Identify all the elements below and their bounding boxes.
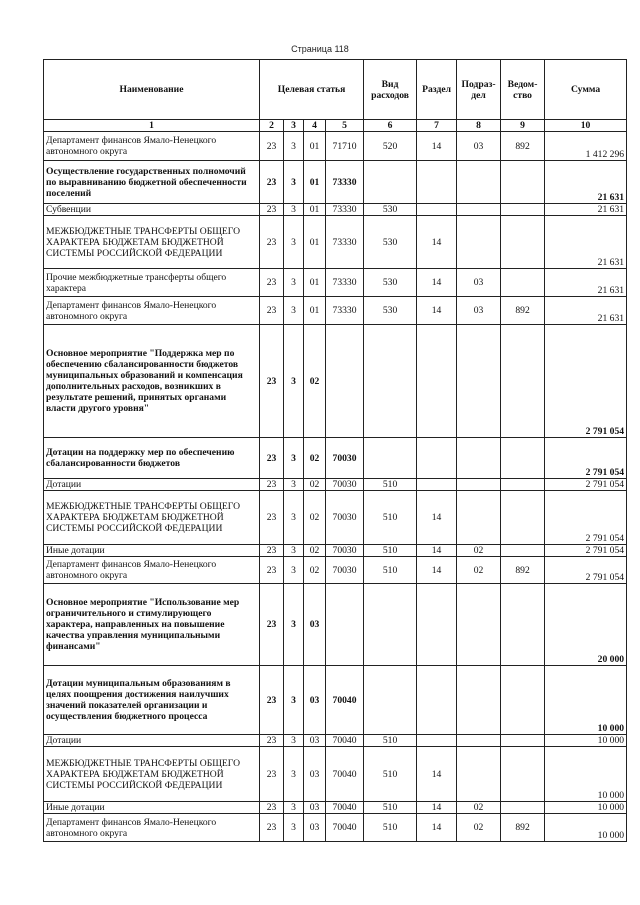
row-razdel: 14 bbox=[417, 545, 457, 557]
table-row bbox=[44, 735, 627, 747]
row-name: Субвенции bbox=[44, 204, 260, 216]
row-target-5: 70040 bbox=[326, 735, 364, 747]
row-name: Осуществление государственных полномочий по выравниванию бюджетной обеспеченности поселений bbox=[44, 161, 260, 204]
table-row bbox=[44, 297, 627, 325]
row-target-3: 3 bbox=[284, 491, 304, 545]
header-row bbox=[44, 60, 627, 120]
row-name: Департамент финансов Ямало-Ненецкого автономного округа bbox=[44, 557, 260, 584]
row-vid: 530 bbox=[364, 297, 417, 325]
row-target-3: 3 bbox=[284, 479, 304, 491]
column-number: 3 bbox=[284, 120, 304, 132]
row-vedomstvo bbox=[501, 216, 545, 269]
row-vid: 530 bbox=[364, 216, 417, 269]
row-podrazdel bbox=[457, 666, 501, 735]
row-sum: 10 000 bbox=[545, 735, 627, 747]
row-target-2: 23 bbox=[260, 802, 284, 814]
row-vedomstvo: 892 bbox=[501, 814, 545, 842]
row-target-5 bbox=[326, 584, 364, 666]
row-target-4: 03 bbox=[304, 747, 326, 802]
row-podrazdel: 03 bbox=[457, 132, 501, 161]
budget-table bbox=[43, 59, 627, 842]
row-target-5: 70040 bbox=[326, 802, 364, 814]
row-target-3: 3 bbox=[284, 297, 304, 325]
row-name: Дотации bbox=[44, 735, 260, 747]
header-vid: Вид расходов bbox=[364, 60, 417, 120]
row-podrazdel bbox=[457, 491, 501, 545]
row-target-4: 01 bbox=[304, 297, 326, 325]
row-sum: 21 631 bbox=[545, 297, 627, 325]
row-razdel bbox=[417, 325, 457, 438]
row-podrazdel bbox=[457, 161, 501, 204]
row-target-2: 23 bbox=[260, 666, 284, 735]
row-target-4: 02 bbox=[304, 557, 326, 584]
row-vid: 510 bbox=[364, 735, 417, 747]
row-target-5: 70040 bbox=[326, 814, 364, 842]
row-sum: 10 000 bbox=[545, 802, 627, 814]
row-target-2: 23 bbox=[260, 735, 284, 747]
table-row bbox=[44, 814, 627, 842]
table-row bbox=[44, 545, 627, 557]
row-vedomstvo bbox=[501, 735, 545, 747]
row-name: Иные дотации bbox=[44, 802, 260, 814]
row-target-3: 3 bbox=[284, 438, 304, 479]
row-target-5: 73330 bbox=[326, 204, 364, 216]
table-row bbox=[44, 557, 627, 584]
row-vedomstvo: 892 bbox=[501, 557, 545, 584]
row-vedomstvo bbox=[501, 491, 545, 545]
row-vid: 510 bbox=[364, 802, 417, 814]
row-sum: 20 000 bbox=[545, 584, 627, 666]
row-vedomstvo bbox=[501, 204, 545, 216]
row-vedomstvo bbox=[501, 584, 545, 666]
row-razdel bbox=[417, 735, 457, 747]
row-vedomstvo bbox=[501, 747, 545, 802]
row-name: Прочие межбюджетные трансферты общего характера bbox=[44, 269, 260, 297]
row-razdel: 14 bbox=[417, 747, 457, 802]
row-vedomstvo: 892 bbox=[501, 132, 545, 161]
table-row bbox=[44, 132, 627, 161]
row-target-4: 01 bbox=[304, 269, 326, 297]
table-row bbox=[44, 802, 627, 814]
row-target-2: 23 bbox=[260, 297, 284, 325]
row-vedomstvo bbox=[501, 479, 545, 491]
row-vedomstvo: 892 bbox=[501, 297, 545, 325]
row-name: Основное мероприятие "Использование мер ограничительного и стимулирующего характера, направленных на повышение качества управления муниципальными финансами" bbox=[44, 584, 260, 666]
row-vid bbox=[364, 438, 417, 479]
row-target-5: 73330 bbox=[326, 216, 364, 269]
row-target-3: 3 bbox=[284, 747, 304, 802]
row-target-5: 70040 bbox=[326, 666, 364, 735]
table-row bbox=[44, 269, 627, 297]
header-target: Целевая статья bbox=[260, 60, 364, 120]
row-razdel: 14 bbox=[417, 491, 457, 545]
header-podrazdel: Подраз-дел bbox=[457, 60, 501, 120]
row-sum: 2 791 054 bbox=[545, 557, 627, 584]
row-podrazdel bbox=[457, 479, 501, 491]
row-target-5: 70030 bbox=[326, 491, 364, 545]
row-podrazdel: 02 bbox=[457, 545, 501, 557]
row-target-4: 03 bbox=[304, 802, 326, 814]
row-name: Иные дотации bbox=[44, 545, 260, 557]
row-target-5: 73330 bbox=[326, 161, 364, 204]
row-target-4: 01 bbox=[304, 132, 326, 161]
row-podrazdel: 03 bbox=[457, 269, 501, 297]
row-podrazdel bbox=[457, 204, 501, 216]
row-vid bbox=[364, 584, 417, 666]
row-name: Департамент финансов Ямало-Ненецкого автономного округа bbox=[44, 297, 260, 325]
row-podrazdel bbox=[457, 747, 501, 802]
header-summa: Сумма bbox=[545, 60, 627, 120]
row-target-4: 03 bbox=[304, 666, 326, 735]
table-row bbox=[44, 216, 627, 269]
row-target-4: 01 bbox=[304, 216, 326, 269]
row-vid bbox=[364, 325, 417, 438]
row-vedomstvo bbox=[501, 325, 545, 438]
header-razdel: Раздел bbox=[417, 60, 457, 120]
table-body bbox=[44, 132, 627, 842]
row-podrazdel: 03 bbox=[457, 297, 501, 325]
row-target-4: 01 bbox=[304, 204, 326, 216]
row-target-5: 73330 bbox=[326, 269, 364, 297]
row-vedomstvo bbox=[501, 802, 545, 814]
row-podrazdel: 02 bbox=[457, 802, 501, 814]
row-target-2: 23 bbox=[260, 479, 284, 491]
row-podrazdel bbox=[457, 438, 501, 479]
row-razdel: 14 bbox=[417, 297, 457, 325]
row-target-2: 23 bbox=[260, 204, 284, 216]
row-target-4: 02 bbox=[304, 325, 326, 438]
table-row bbox=[44, 491, 627, 545]
row-podrazdel bbox=[457, 584, 501, 666]
row-target-4: 03 bbox=[304, 735, 326, 747]
row-target-3: 3 bbox=[284, 132, 304, 161]
row-sum: 10 000 bbox=[545, 666, 627, 735]
row-target-2: 23 bbox=[260, 491, 284, 545]
row-target-2: 23 bbox=[260, 132, 284, 161]
row-target-2: 23 bbox=[260, 557, 284, 584]
row-target-4: 02 bbox=[304, 438, 326, 479]
row-target-3: 3 bbox=[284, 204, 304, 216]
row-name: Дотации bbox=[44, 479, 260, 491]
row-name: Дотации муниципальным образованиям в целях поощрения достижения наилучших значений показателей организации и осуществления бюджетного процесса bbox=[44, 666, 260, 735]
table-row bbox=[44, 584, 627, 666]
row-podrazdel bbox=[457, 325, 501, 438]
column-number: 7 bbox=[417, 120, 457, 132]
row-target-4: 02 bbox=[304, 491, 326, 545]
row-target-2: 23 bbox=[260, 216, 284, 269]
row-name: Департамент финансов Ямало-Ненецкого автономного округа bbox=[44, 132, 260, 161]
column-number: 9 bbox=[501, 120, 545, 132]
row-target-5: 70030 bbox=[326, 438, 364, 479]
row-sum: 2 791 054 bbox=[545, 491, 627, 545]
row-name: Департамент финансов Ямало-Ненецкого автономного округа bbox=[44, 814, 260, 842]
row-target-2: 23 bbox=[260, 161, 284, 204]
column-number: 1 bbox=[44, 120, 260, 132]
row-target-5: 70040 bbox=[326, 747, 364, 802]
row-podrazdel bbox=[457, 216, 501, 269]
row-vid: 510 bbox=[364, 814, 417, 842]
row-razdel: 14 bbox=[417, 216, 457, 269]
row-name: МЕЖБЮДЖЕТНЫЕ ТРАНСФЕРТЫ ОБЩЕГО ХАРАКТЕРА БЮДЖЕТАМ БЮДЖЕТНОЙ СИСТЕМЫ РОССИЙСКОЙ ФЕДЕРАЦИИ bbox=[44, 747, 260, 802]
row-sum: 21 631 bbox=[545, 216, 627, 269]
row-target-2: 23 bbox=[260, 269, 284, 297]
row-target-3: 3 bbox=[284, 545, 304, 557]
row-target-3: 3 bbox=[284, 735, 304, 747]
row-vid: 510 bbox=[364, 557, 417, 584]
row-razdel bbox=[417, 584, 457, 666]
row-vedomstvo bbox=[501, 438, 545, 479]
row-target-3: 3 bbox=[284, 802, 304, 814]
row-razdel: 14 bbox=[417, 269, 457, 297]
row-target-5: 71710 bbox=[326, 132, 364, 161]
column-number: 5 bbox=[326, 120, 364, 132]
row-vid: 510 bbox=[364, 545, 417, 557]
row-target-3: 3 bbox=[284, 666, 304, 735]
row-vedomstvo bbox=[501, 666, 545, 735]
row-vid bbox=[364, 161, 417, 204]
row-target-5 bbox=[326, 325, 364, 438]
column-number: 6 bbox=[364, 120, 417, 132]
row-vid: 530 bbox=[364, 204, 417, 216]
row-target-5: 70030 bbox=[326, 545, 364, 557]
row-target-4: 03 bbox=[304, 584, 326, 666]
row-target-3: 3 bbox=[284, 557, 304, 584]
row-target-3: 3 bbox=[284, 325, 304, 438]
row-target-5: 70030 bbox=[326, 557, 364, 584]
row-target-5: 73330 bbox=[326, 297, 364, 325]
row-name: МЕЖБЮДЖЕТНЫЕ ТРАНСФЕРТЫ ОБЩЕГО ХАРАКТЕРА БЮДЖЕТАМ БЮДЖЕТНОЙ СИСТЕМЫ РОССИЙСКОЙ ФЕДЕРАЦИИ bbox=[44, 491, 260, 545]
row-target-4: 03 bbox=[304, 814, 326, 842]
row-target-2: 23 bbox=[260, 325, 284, 438]
row-vid: 530 bbox=[364, 269, 417, 297]
row-target-3: 3 bbox=[284, 216, 304, 269]
table-row bbox=[44, 479, 627, 491]
row-target-4: 02 bbox=[304, 545, 326, 557]
row-razdel bbox=[417, 204, 457, 216]
row-podrazdel bbox=[457, 735, 501, 747]
row-podrazdel: 02 bbox=[457, 557, 501, 584]
column-number-row bbox=[44, 120, 627, 132]
table-row bbox=[44, 666, 627, 735]
row-podrazdel: 02 bbox=[457, 814, 501, 842]
row-target-3: 3 bbox=[284, 584, 304, 666]
table-row bbox=[44, 325, 627, 438]
table-row bbox=[44, 204, 627, 216]
row-target-2: 23 bbox=[260, 438, 284, 479]
row-vid: 520 bbox=[364, 132, 417, 161]
row-sum: 2 791 054 bbox=[545, 438, 627, 479]
row-target-3: 3 bbox=[284, 269, 304, 297]
row-target-2: 23 bbox=[260, 747, 284, 802]
row-razdel: 14 bbox=[417, 557, 457, 584]
row-target-2: 23 bbox=[260, 814, 284, 842]
header-vedomstvo: Ведом-ство bbox=[501, 60, 545, 120]
row-vid: 510 bbox=[364, 747, 417, 802]
table-row bbox=[44, 747, 627, 802]
row-razdel: 14 bbox=[417, 814, 457, 842]
row-target-3: 3 bbox=[284, 161, 304, 204]
row-target-4: 01 bbox=[304, 161, 326, 204]
row-vid: 510 bbox=[364, 479, 417, 491]
row-name: Дотации на поддержку мер по обеспечению сбалансированности бюджетов bbox=[44, 438, 260, 479]
row-vid bbox=[364, 666, 417, 735]
row-sum: 2 791 054 bbox=[545, 545, 627, 557]
row-vedomstvo bbox=[501, 269, 545, 297]
column-number: 10 bbox=[545, 120, 627, 132]
row-sum: 2 791 054 bbox=[545, 479, 627, 491]
row-target-4: 02 bbox=[304, 479, 326, 491]
row-target-5: 70030 bbox=[326, 479, 364, 491]
row-vedomstvo bbox=[501, 545, 545, 557]
table-row bbox=[44, 438, 627, 479]
row-target-3: 3 bbox=[284, 814, 304, 842]
row-sum: 21 631 bbox=[545, 161, 627, 204]
row-target-2: 23 bbox=[260, 584, 284, 666]
column-number: 4 bbox=[304, 120, 326, 132]
row-sum: 10 000 bbox=[545, 814, 627, 842]
row-sum: 1 412 296 bbox=[545, 132, 627, 161]
column-number: 8 bbox=[457, 120, 501, 132]
column-number: 2 bbox=[260, 120, 284, 132]
row-vedomstvo bbox=[501, 161, 545, 204]
row-razdel bbox=[417, 161, 457, 204]
row-razdel bbox=[417, 666, 457, 735]
row-name: Основное мероприятие "Поддержка мер по обеспечению сбалансированности бюджетов муниципальных образований и компенсация дополнительных расходов, возникших в результате решений, принятых органами власти другого уровня" bbox=[44, 325, 260, 438]
row-sum: 21 631 bbox=[545, 204, 627, 216]
row-razdel: 14 bbox=[417, 802, 457, 814]
row-razdel bbox=[417, 479, 457, 491]
row-razdel bbox=[417, 438, 457, 479]
row-target-2: 23 bbox=[260, 545, 284, 557]
page-number-label: Страница 118 bbox=[291, 44, 349, 54]
row-name: МЕЖБЮДЖЕТНЫЕ ТРАНСФЕРТЫ ОБЩЕГО ХАРАКТЕРА БЮДЖЕТАМ БЮДЖЕТНОЙ СИСТЕМЫ РОССИЙСКОЙ ФЕДЕРАЦИИ bbox=[44, 216, 260, 269]
row-vid: 510 bbox=[364, 491, 417, 545]
row-sum: 10 000 bbox=[545, 747, 627, 802]
row-razdel: 14 bbox=[417, 132, 457, 161]
row-sum: 2 791 054 bbox=[545, 325, 627, 438]
header-name: Наименование bbox=[44, 60, 260, 120]
row-sum: 21 631 bbox=[545, 269, 627, 297]
table-row bbox=[44, 161, 627, 204]
